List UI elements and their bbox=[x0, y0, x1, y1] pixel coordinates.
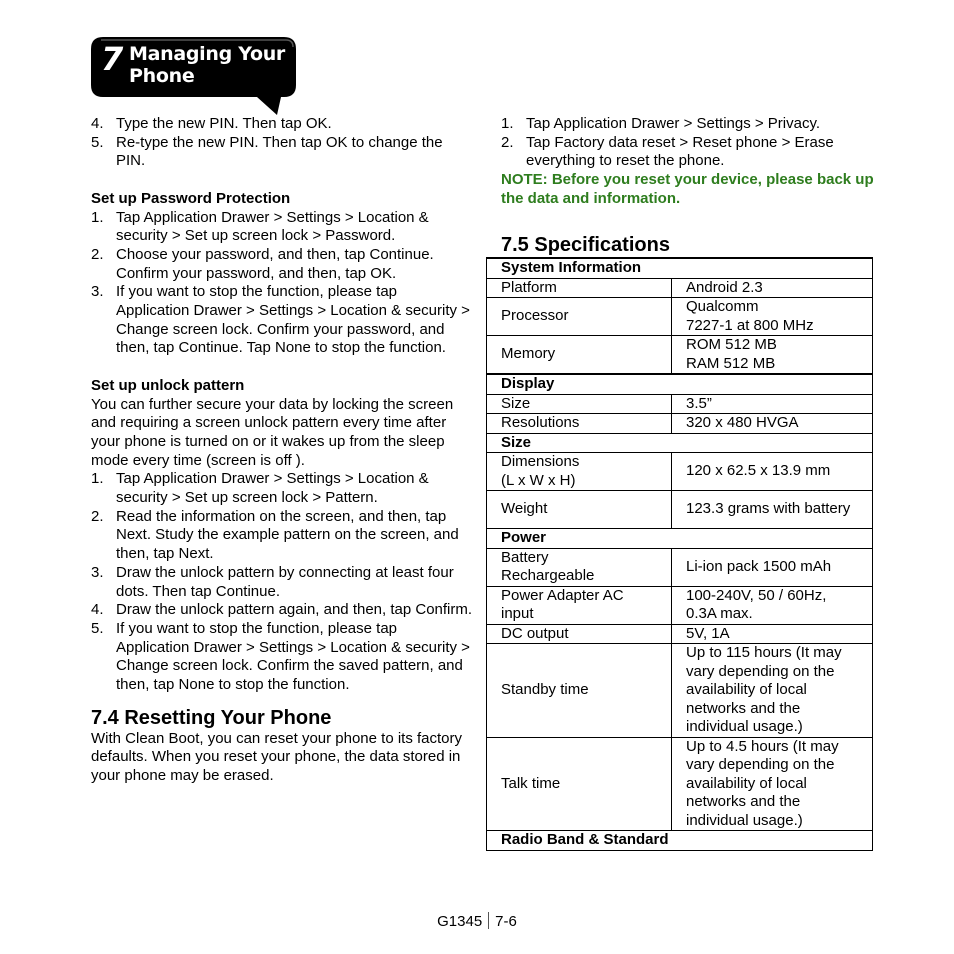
list-item: 2. Tap Factory data reset > Reset phone > Erase everything to reset the phone. bbox=[501, 133, 834, 170]
list-item: 4. Type the new PIN. Then tap OK. bbox=[91, 115, 332, 132]
list-item: 2. Choose your password, and then, tap Continue. Confirm your password, and then, tap OK. bbox=[91, 245, 434, 282]
table-row: Dimensions (L x W x H) 120 x 62.5 x 13.9 mm bbox=[487, 453, 873, 491]
table-row: Processor Qualcomm 7227-1 at 800 MHz bbox=[487, 298, 873, 336]
footer-separator bbox=[488, 912, 489, 929]
footer-page-number: 7-6 bbox=[495, 913, 517, 930]
table-row: Resolutions 320 x 480 HVGA bbox=[487, 414, 873, 434]
chapter-badge bbox=[91, 37, 296, 97]
table-row: Size bbox=[487, 433, 873, 453]
table-row: Radio Band & Standard bbox=[487, 831, 873, 851]
table-row: System Information bbox=[487, 258, 873, 278]
table-row: Talk time Up to 4.5 hours (It may vary depending on the availability of local networks and the individual usage.) bbox=[487, 737, 873, 831]
list-item: 1. Tap Application Drawer > Settings > Privacy. bbox=[501, 115, 821, 132]
pin-steps bbox=[91, 115, 473, 171]
password-heading: Set up Password Protection bbox=[91, 189, 291, 207]
list-item: 4. Draw the unlock pattern again, and then, tap Confirm. bbox=[91, 601, 473, 619]
list-item: 2. Read the information on the screen, and then, tap Next. Study the example pattern on the screen, and then, tap Next. bbox=[91, 507, 459, 563]
spec-heading: 7.5 Specifications bbox=[501, 234, 670, 256]
pattern-intro: You can further secure your data by locking the screen and requiring a screen unlock pattern every time after your phone is turned on or it wakes up from the sleep mode every time (screen is off ). bbox=[91, 395, 454, 469]
reset-heading: 7.4 Resetting Your Phone bbox=[91, 706, 332, 729]
table-row: DC output 5V, 1A bbox=[487, 624, 873, 644]
table-row: Platform Android 2.3 bbox=[487, 278, 873, 298]
pattern-heading: Set up unlock pattern bbox=[91, 376, 245, 394]
reset-steps bbox=[501, 115, 881, 171]
right-column bbox=[501, 115, 881, 209]
table-row: Power bbox=[487, 529, 873, 549]
list-item: 5. Re-type the new PIN. Then tap OK to change the PIN. bbox=[91, 133, 443, 170]
table-row: Battery Rechargeable Li-ion pack 1500 mAh bbox=[487, 548, 873, 586]
reset-note: NOTE: Before you reset your device, please back up the data and information. bbox=[501, 171, 874, 207]
list-item: 5. If you want to stop the function, please tap Application Drawer > Settings > Location & security > Change screen lock. Confirm the saved pattern, and then, tap None to stop the function. bbox=[91, 619, 470, 694]
left-column bbox=[91, 115, 473, 786]
list-item: 1. Tap Application Drawer > Settings > Location & security > Set up screen lock > Pattern. bbox=[91, 470, 429, 507]
list-item: 1. Tap Application Drawer > Settings > Location & security > Set up screen lock > Password. bbox=[91, 208, 429, 245]
table-row: Standby time Up to 115 hours (It may vary depending on the availability of local networks and the individual usage.) bbox=[487, 644, 873, 738]
list-item: 3. Draw the unlock pattern by connecting at least four dots. Then tap Continue. bbox=[91, 563, 454, 600]
reset-text: With Clean Boot, you can reset your phone to its factory defaults. When you reset your phone, the data stored in your phone may be erased. bbox=[91, 729, 463, 785]
table-row: Memory ROM 512 MB RAM 512 MB bbox=[487, 336, 873, 375]
list-item: 3. If you want to stop the function, please tap Application Drawer > Settings > Location & security > Change screen lock. Confirm your password, and then, tap Continue. Tap None to stop the function. bbox=[91, 283, 470, 357]
page-footer bbox=[0, 912, 954, 930]
table-row: Size 3.5” bbox=[487, 394, 873, 414]
table-row: Display bbox=[487, 374, 873, 394]
chapter-number: 7 bbox=[101, 40, 124, 78]
password-steps bbox=[91, 209, 473, 359]
table-row: Power Adapter AC input 100-240V, 50 / 60Hz, 0.3A max. bbox=[487, 586, 873, 624]
pattern-steps bbox=[91, 470, 473, 694]
spec-table bbox=[486, 257, 873, 851]
chapter-title: Managing Your Phone bbox=[129, 43, 285, 87]
table-row: Weight 123.3 grams with battery bbox=[487, 491, 873, 529]
footer-model: G1345 bbox=[437, 913, 483, 930]
